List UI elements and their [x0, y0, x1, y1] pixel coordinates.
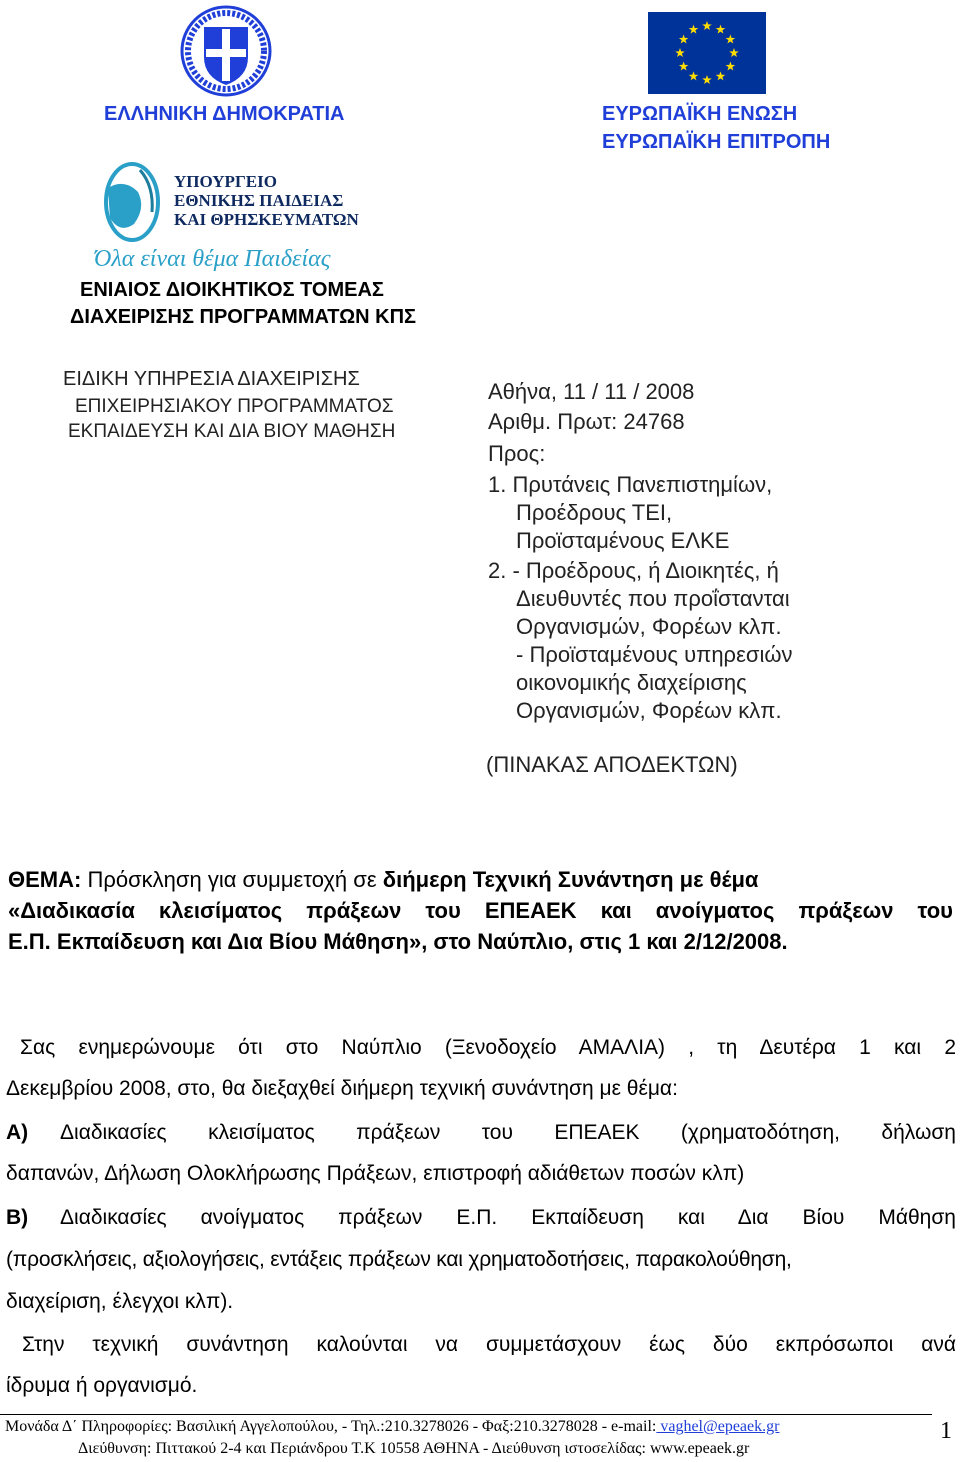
item-a-line-1	[6, 1121, 956, 1145]
page-number: 1	[940, 1418, 952, 1444]
footer-email-link[interactable]: vaghel@epeaek.gr	[656, 1418, 780, 1435]
footer-divider	[0, 1414, 932, 1415]
body-paragraph-3-line-2: ίδρυμα ή οργανισμό.	[6, 1374, 198, 1397]
item-b-line-1	[6, 1206, 956, 1230]
recipient-line: - Προϊσταμένους υπηρεσιών	[516, 642, 793, 667]
footer-line-1	[5, 1418, 779, 1436]
eu-flag-logo	[648, 12, 766, 94]
ministry-line-2: ΕΘΝΙΚΗΣ ΠΑΙΔΕΙΑΣ	[174, 191, 344, 210]
recipient-line: Οργανισμών, Φορέων κλπ.	[516, 614, 782, 639]
subject-label: ΘΕΜΑ:	[8, 867, 82, 892]
recipient-line: 1. Πρυτάνεις Πανεπιστημίων,	[488, 472, 773, 497]
item-b-line-2: (προσκλήσεις, αξιολογήσεις, εντάξεις πράξεων και χρηματοδοτήσεις, παρακολούθηση,	[6, 1248, 792, 1271]
recipient-line: Οργανισμών, Φορέων κλπ.	[516, 698, 782, 723]
subject-block	[8, 864, 953, 957]
eu-commission-title: ΕΥΡΩΠΑΪΚΗ ΕΠΙΤΡΟΠΗ	[602, 131, 831, 153]
unit-line-3: ΕΚΠΑΙΔΕΥΣΗ ΚΑΙ ΔΙΑ ΒΙΟΥ ΜΑΘΗΣΗ	[68, 421, 396, 442]
sector-title-1: ΕΝΙΑΙΟΣ ΔΙΟΙΚΗΤΙΚΟΣ ΤΟΜΕΑΣ	[80, 279, 384, 301]
ministry-of-education-logo	[94, 158, 374, 276]
subject-text: Πρόσκληση για συμμετοχή σε	[87, 867, 377, 892]
body-paragraph-3-line-1: Στην τεχνική συνάντηση καλούνται να συμμετάσχουν έως δύο εκπρόσωποι ανά	[22, 1333, 956, 1356]
recipient-line: Διευθυντές που προΐστανται	[516, 586, 790, 611]
eu-title: ΕΥΡΩΠΑΪΚΗ ΕΝΩΣΗ	[602, 103, 798, 125]
ministry-line-1: ΥΠΟΥΡΓΕΙΟ	[174, 172, 277, 191]
protocol-number: Αριθμ. Πρωτ: 24768	[488, 409, 685, 434]
recipient-line: 2. - Προέδρους, ή Διοικητές, ή	[488, 558, 779, 583]
recipient-line: Προϊσταμένους ΕΛΚΕ	[516, 528, 730, 553]
body-paragraph-1-line-2: Δεκεμβρίου 2008, στο, θα διεξαχθεί διήμερη τεχνική συνάντηση με θέμα:	[6, 1077, 678, 1100]
subject-line-2: «Διαδικασία κλεισίματος πράξεων του ΕΠΕΑΕΚ και ανοίγματος πράξεων του	[8, 898, 953, 923]
greek-republic-seal-logo	[180, 5, 272, 97]
letter-date: Αθήνα, 11 / 11 / 2008	[488, 379, 695, 404]
item-a-line-2: δαπανών, Δήλωση Ολοκλήρωσης Πράξεων, επιστροφή αδιάθετων ποσών κλπ)	[6, 1162, 745, 1185]
unit-line-1: ΕΙΔΙΚΗ ΥΠΗΡΕΣΙΑ ΔΙΑΧΕΙΡΙΣΗΣ	[63, 368, 360, 390]
ministry-line-3: ΚΑΙ ΘΡΗΣΚΕΥΜΑΤΩΝ	[174, 210, 359, 229]
sector-title-2: ΔΙΑΧΕΙΡΙΣΗΣ ΠΡΟΓΡΑΜΜΑΤΩΝ ΚΠΣ	[70, 306, 417, 328]
greek-republic-title: ΕΛΛΗΝΙΚΗ ΔΗΜΟΚΡΑΤΙΑ	[104, 103, 345, 125]
footer-line-2: Διεύθυνση: Πιττακού 2-4 και Περιάνδρου Τ.Κ 10558 ΑΘΗΝΑ - Διεύθυνση ιστοσελίδας: www.epeaek.gr	[78, 1440, 750, 1457]
body-paragraph-1-line-1: Σας ενημερώνουμε ότι στο Ναύπλιο (Ξενοδοχείο ΑΜΑΛΙΑ) , τη Δευτέρα 1 και 2	[20, 1036, 956, 1059]
recipient-line: οικονομικής διαχείρισης	[516, 670, 747, 695]
item-b-line-3: διαχείριση, έλεγχοι κλπ).	[6, 1290, 234, 1313]
item-b-text: Διαδικασίες ανοίγματος πράξεων Ε.Π. Εκπαίδευση και Δια Βίου Μάθηση	[60, 1206, 956, 1229]
ministry-slogan: Όλα είναι θέμα Παιδείας	[94, 246, 331, 272]
unit-line-2: ΕΠΙΧΕΙΡΗΣΙΑΚΟΥ ΠΡΟΓΡΑΜΜΑΤΟΣ	[75, 396, 394, 417]
globe-icon	[94, 158, 164, 250]
item-b-label: Β)	[6, 1206, 29, 1229]
subject-bold-text: διήμερη Τεχνική Συνάντηση με θέμα	[382, 867, 759, 892]
recipient-line: Προέδρους ΤΕΙ,	[516, 500, 673, 525]
subject-line-3: Ε.Π. Εκπαίδευση και Δια Βίου Μάθηση», στο Ναύπλιο, στις 1 και 2/12/2008.	[8, 929, 788, 954]
recipients-table-note: (ΠΙΝΑΚΑΣ ΑΠΟΔΕΚΤΩΝ)	[486, 752, 738, 777]
to-label: Προς:	[488, 441, 546, 466]
footer-contact-info: Μονάδα Δ΄ Πληροφορίες: Βασιλική Αγγελοπούλου, - Τηλ.:210.3278026 - Φαξ:210.3278028 - e-mail:	[5, 1418, 657, 1435]
item-a-text: Διαδικασίες κλεισίματος πράξεων του ΕΠΕΑΕΚ (χρηματοδότηση, δήλωση	[60, 1121, 956, 1144]
item-a-label: Α)	[6, 1121, 29, 1144]
